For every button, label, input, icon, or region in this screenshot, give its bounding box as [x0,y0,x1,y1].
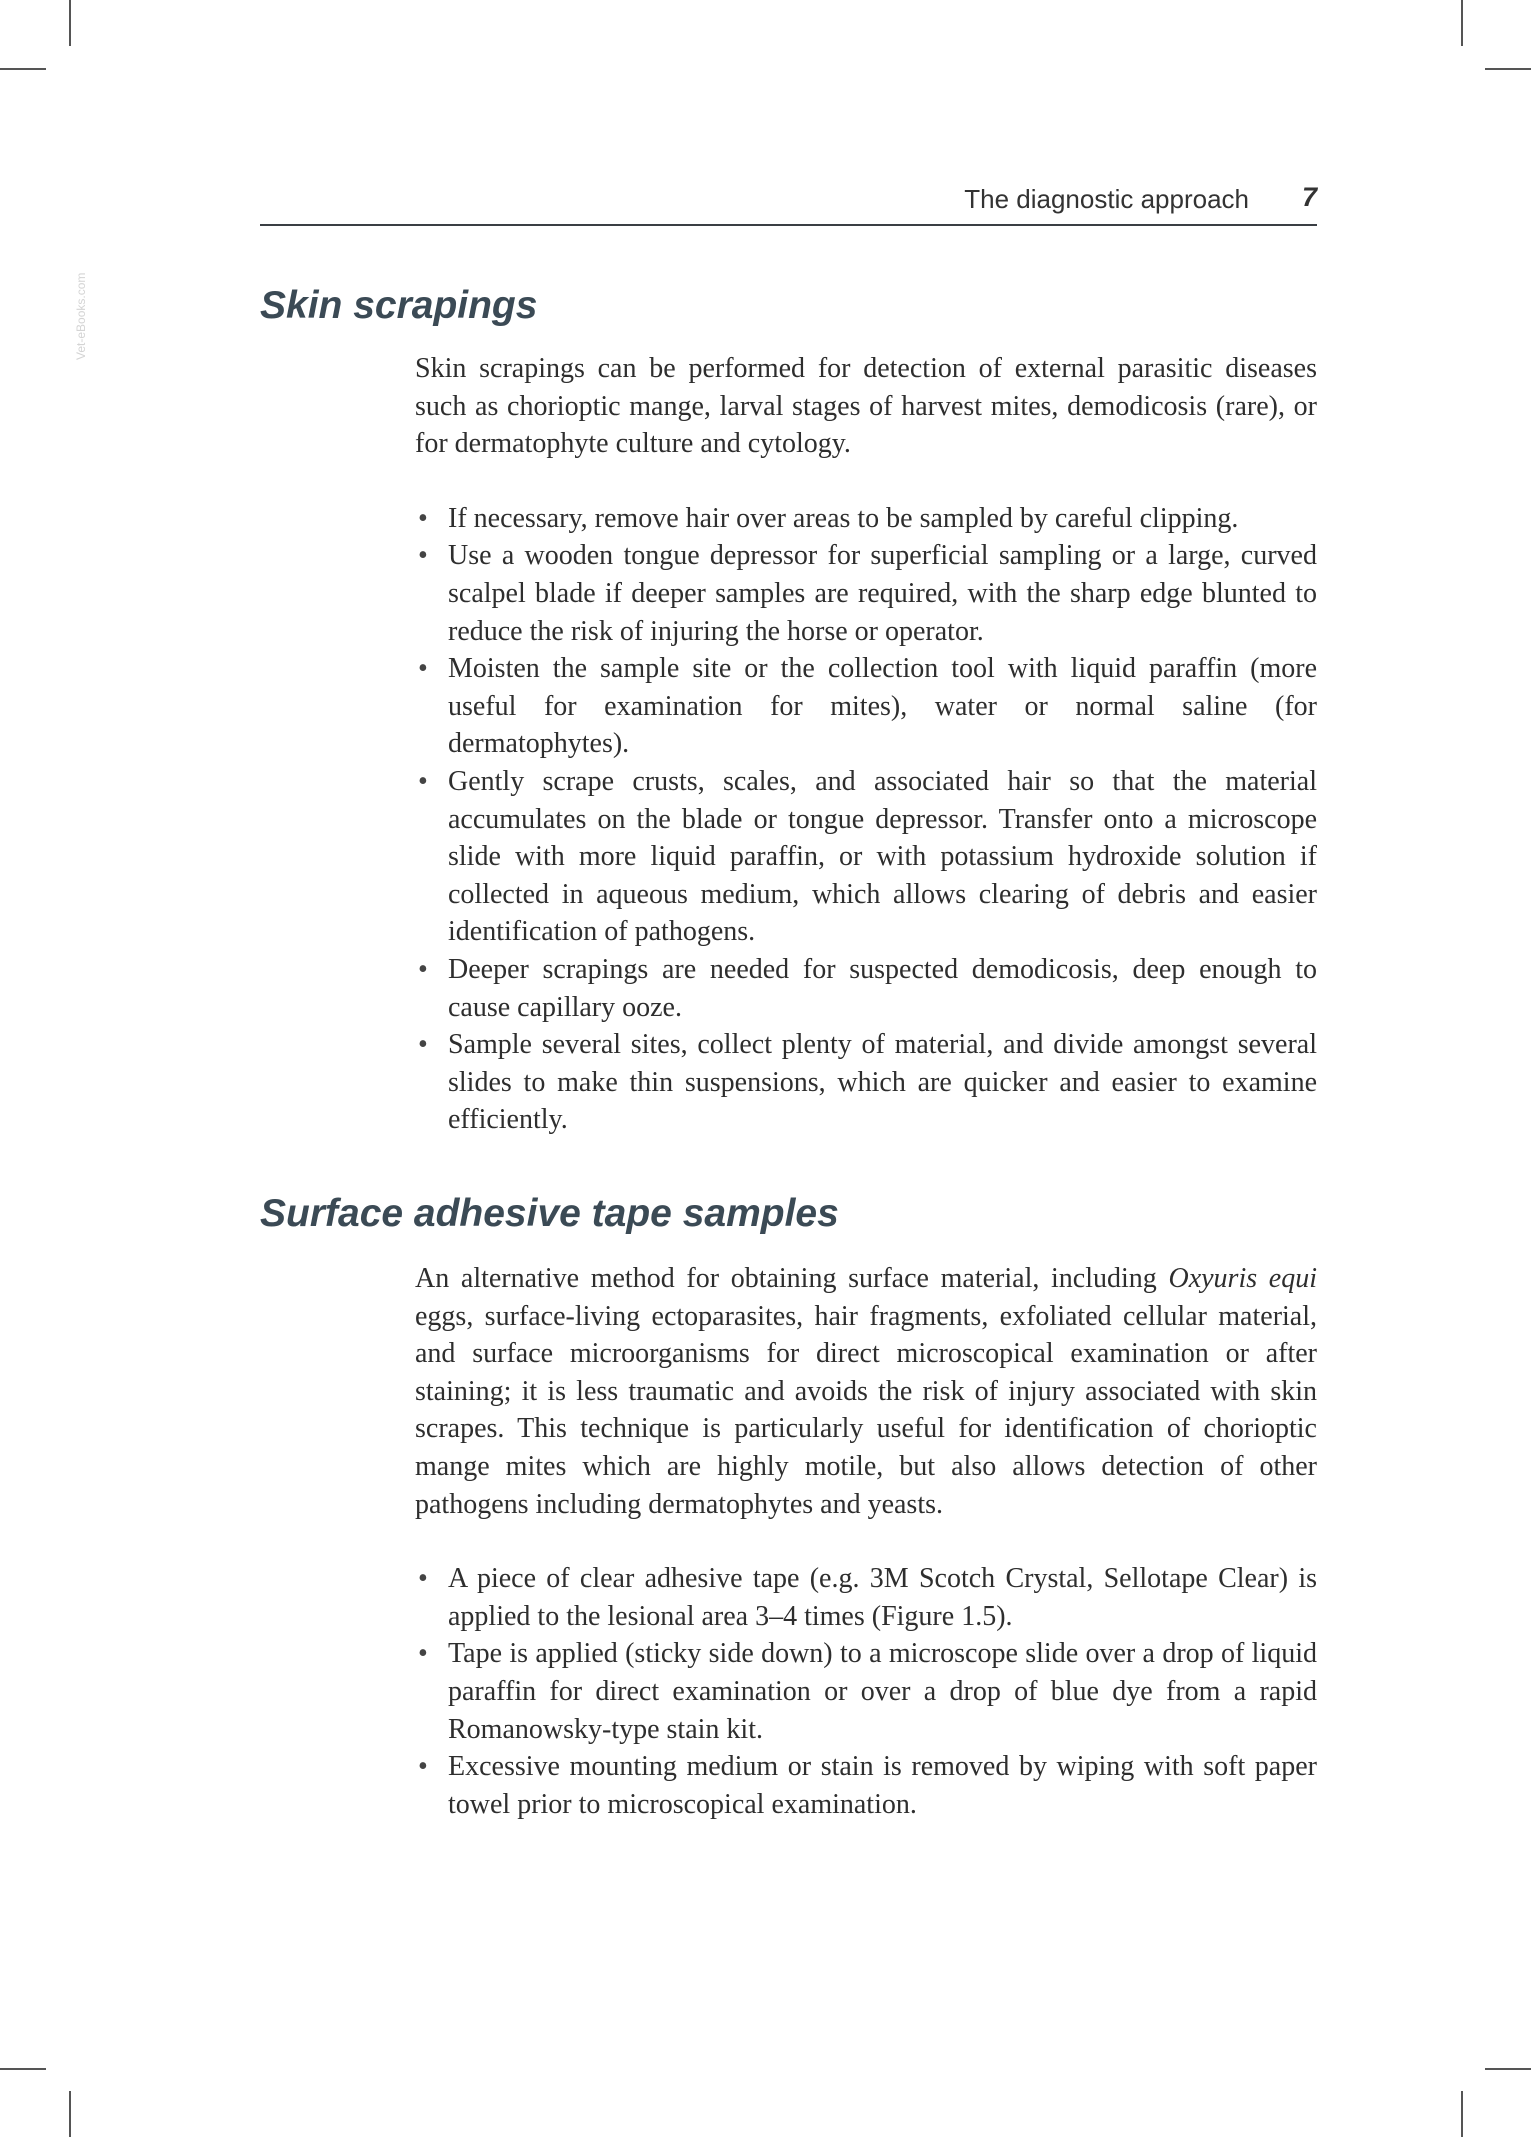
species-name: Oxyuris equi [1168,1263,1317,1294]
list-item: • Gently scrape crusts, scales, and associated hair so that the material accumulates on the blade or tongue depressor. Transfer onto a microscope slide with more liquid paraffin, or with potassium hydroxide solution if collected in aqueous medium, which allows clearing of debris and easier identification of pathogens. [415,763,1317,951]
bullet-list [415,1560,1317,1823]
section-body-skin-scrapings [415,350,1317,1139]
intro-text: An alternative method for obtaining surface material, including [415,1263,1169,1294]
list-item: • Deeper scrapings are needed for suspected demodicosis, deep enough to cause capillary ooze. [415,951,1317,1026]
running-head [260,180,1317,226]
list-item: • Sample several sites, collect plenty of material, and divide amongst several slides to make thin suspensions, which are quicker and easier to examine efficiently. [415,1026,1317,1139]
crop-mark-bottom-right-horizontal [1485,2068,1531,2070]
section-intro: Skin scrapings can be performed for detection of external parasitic diseases such as chorioptic mange, larval stages of harvest mites, demodicosis (rare), or for dermatophyte culture and cytology. [415,353,1317,460]
crop-mark-top-left-vertical [69,0,71,46]
page-number: 7 [1301,182,1317,212]
section-body-surface-adhesive-tape [415,1260,1317,1823]
list-item: • If necessary, remove hair over areas to be sampled by careful clipping. [415,500,1317,538]
crop-mark-bottom-left-vertical [69,2091,71,2137]
crop-mark-top-right-vertical [1461,0,1463,46]
section-intro [415,1260,1317,1523]
section-heading-surface-adhesive-tape: Surface adhesive tape samples [260,1192,839,1235]
crop-mark-bottom-left-horizontal [0,2068,46,2070]
list-item: • Use a wooden tongue depressor for superficial sampling or a large, curved scalpel blade if deeper samples are required, with the sharp edge blunted to reduce the risk of injuring the horse or operator. [415,537,1317,650]
crop-mark-top-right-horizontal [1485,68,1531,70]
intro-text: eggs, surface-living ectoparasites, hair fragments, exfoliated cellular material, and surface microorganisms for direct microscopical examination or after staining; it is less traumatic and avoids the risk of injury associated with skin scrapes. This technique is particularly useful for identification of chorioptic mange mites which are highly motile, but also allows detection of other pathogens including dermatophytes and yeasts. [415,1300,1317,1520]
watermark: Vet-eBooks.com [74,272,88,360]
running-head-title: The diagnostic approach [964,184,1249,214]
crop-mark-bottom-right-vertical [1461,2091,1463,2137]
crop-mark-top-left-horizontal [0,68,46,70]
list-item: • A piece of clear adhesive tape (e.g. 3M Scotch Crystal, Sellotape Clear) is applied to the lesional area 3–4 times (Figure 1.5). [415,1560,1317,1635]
list-item: • Moisten the sample site or the collection tool with liquid paraffin (more useful for examination for mites), water or normal saline (for dermatophytes). [415,650,1317,763]
bullet-list [415,500,1317,1139]
section-heading-skin-scrapings: Skin scrapings [260,284,538,327]
list-item: • Tape is applied (sticky side down) to a microscope slide over a drop of liquid paraffin for direct examination or over a drop of blue dye from a rapid Romanowsky-type stain kit. [415,1635,1317,1748]
list-item: • Excessive mounting medium or stain is removed by wiping with soft paper towel prior to microscopical examination. [415,1748,1317,1823]
